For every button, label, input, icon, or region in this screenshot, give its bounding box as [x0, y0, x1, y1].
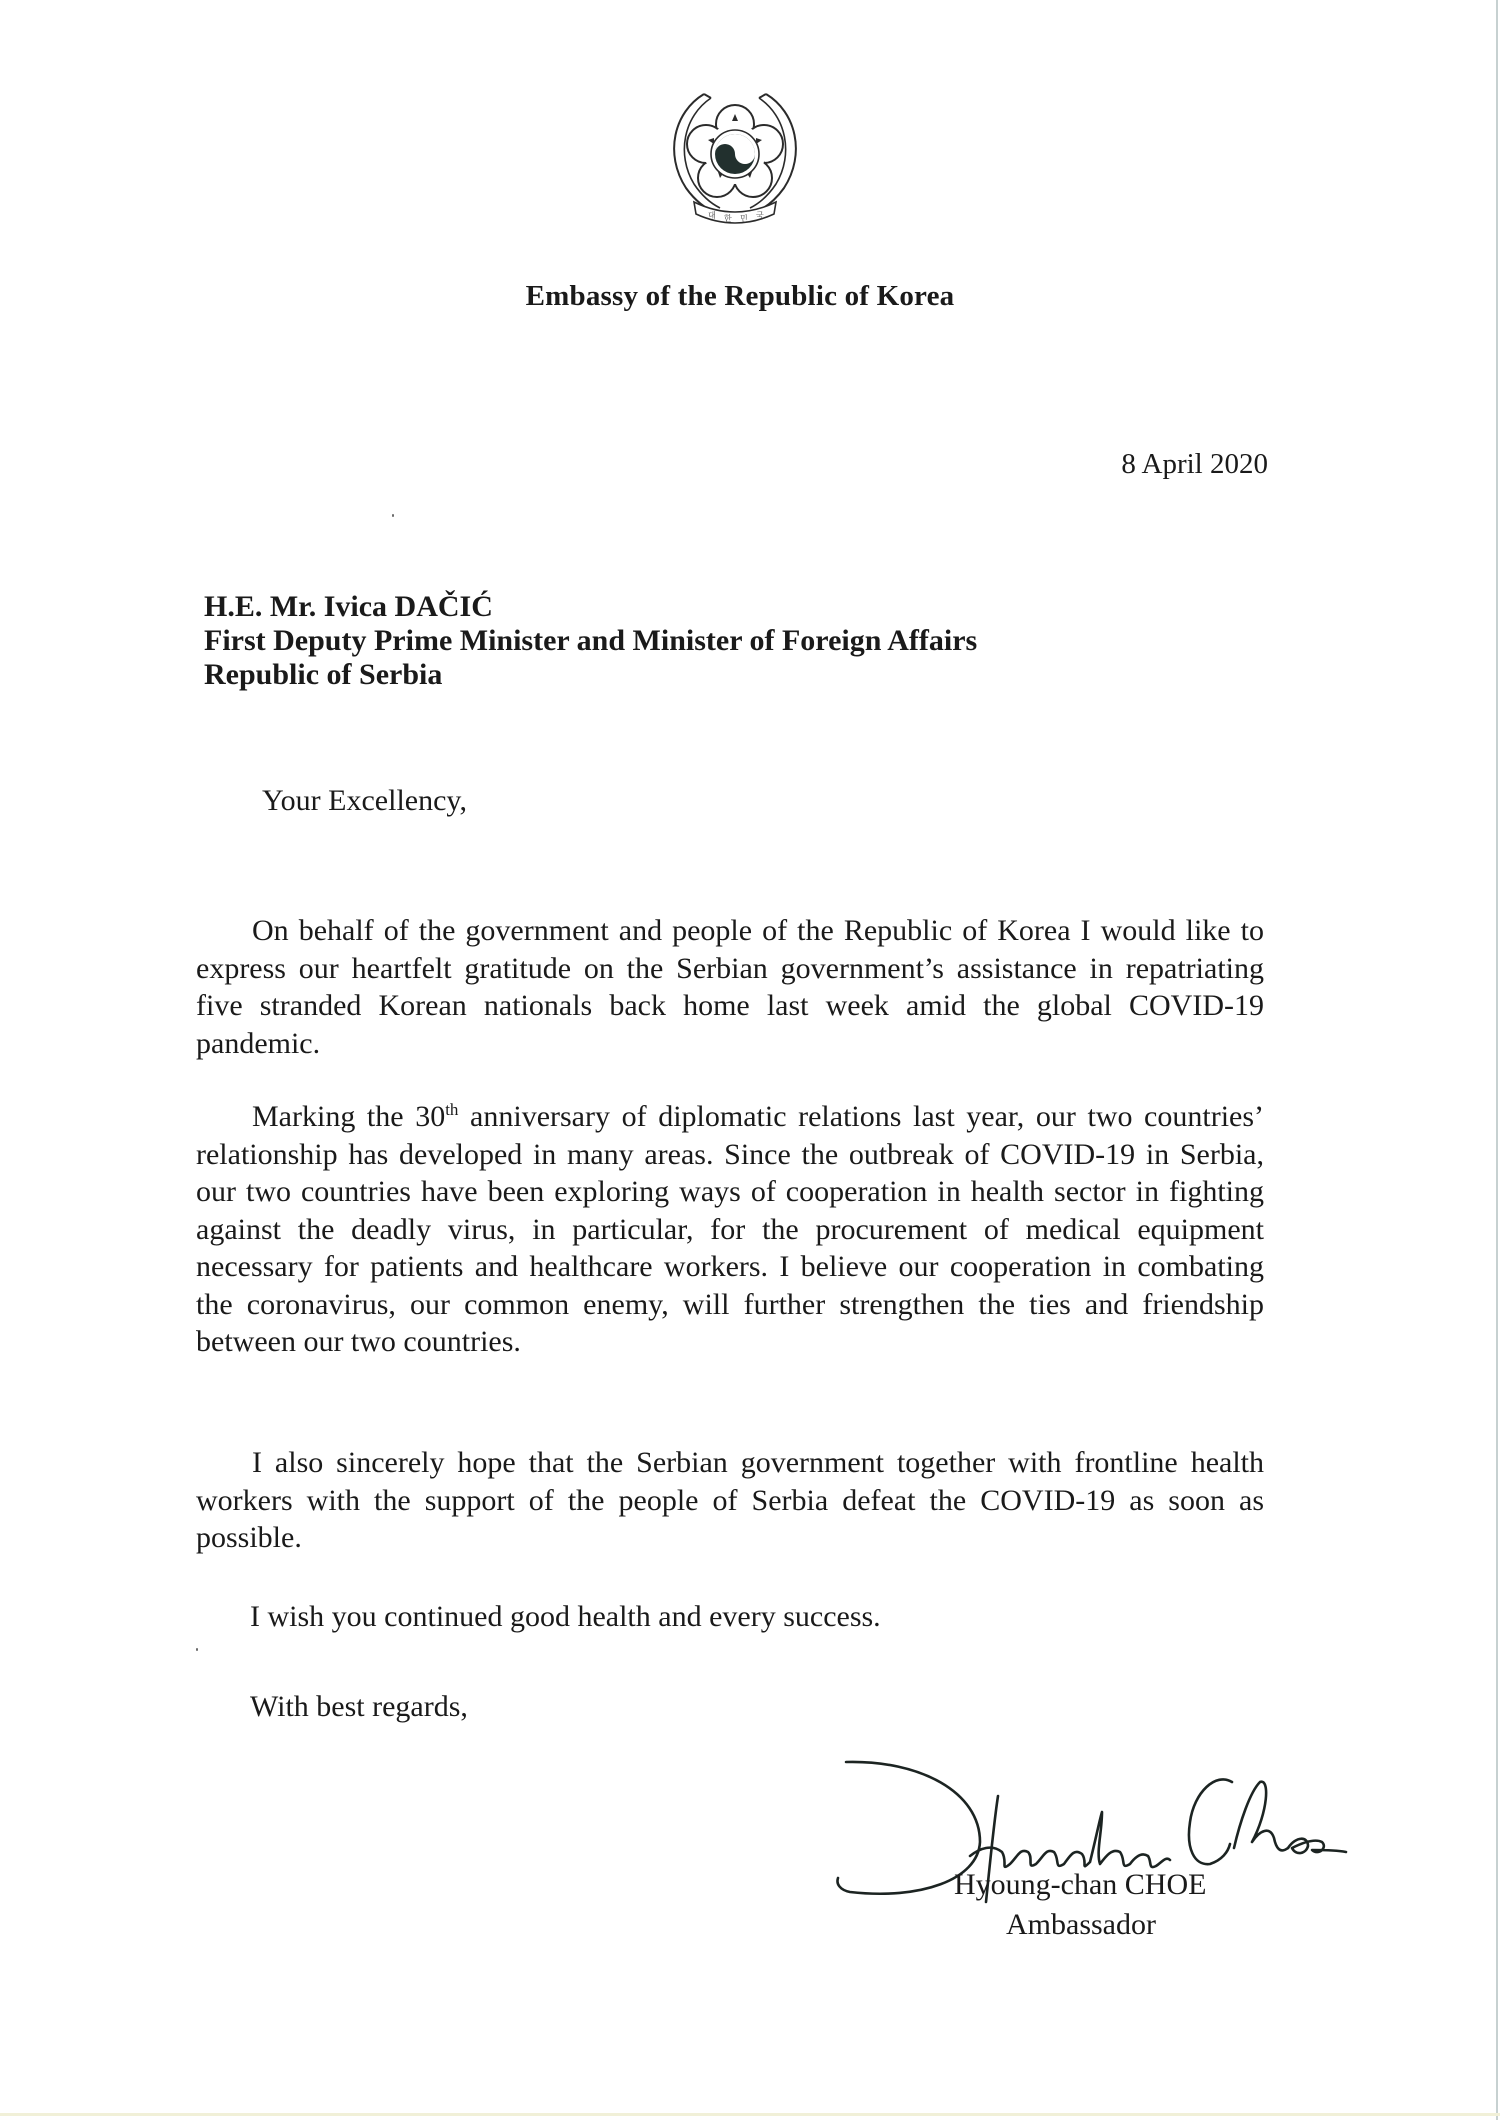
recipient-block	[204, 590, 977, 692]
paragraph-anniversary-rest: anniversary of diplomatic relations last year, our two countries’ relationship has developed in many areas. Since the outbreak of COVID-19 in Serbia, our two countries have been exploring ways of cooperation in health sector in fighting against the deadly virus, in particular, for the procurement of medical equipment necessary for patients and healthcare workers. I believe our cooperation in combating the coronavirus, our common enemy, will further strengthen the ties and friendship between our two countries.	[196, 1100, 1265, 1358]
korean-embassy-emblem-icon	[664, 84, 806, 226]
svg-text:한: 한	[724, 214, 732, 223]
closing-regards: With best regards,	[250, 1690, 468, 1723]
signer-title: Ambassador	[1006, 1908, 1156, 1941]
paragraph-gratitude: On behalf of the government and people of the Republic of Korea I would like to express our heartfelt gratitude on the Serbian government’s assistance in repatriating five stranded Korean nationals back home last week amid the global COVID-19 pandemic.	[196, 914, 1264, 1060]
scan-speck	[392, 514, 394, 517]
svg-text:대: 대	[708, 211, 716, 220]
recipient-name: H.E. Mr. Ivica DAČIĆ	[204, 590, 493, 623]
signer-name: Hyoung-chan CHOE	[954, 1868, 1207, 1901]
scan-speck	[196, 1648, 198, 1651]
svg-text:민: 민	[740, 214, 748, 223]
salutation: Your Excellency,	[262, 784, 467, 817]
paragraph-anniversary	[196, 1098, 1264, 1361]
recipient-position: First Deputy Prime Minister and Minister of Foreign Affairs	[204, 624, 978, 657]
letterhead-title: Embassy of the Republic of Korea	[525, 280, 955, 312]
ordinal-suffix: th	[445, 1100, 459, 1119]
recipient-country: Republic of Serbia	[204, 658, 443, 691]
letter-date: 8 April 2020	[1121, 448, 1268, 480]
closing-wish: I wish you continued good health and every success.	[250, 1600, 881, 1633]
svg-text:국: 국	[756, 211, 764, 220]
paragraph-anniversary-start: Marking the 30	[252, 1100, 446, 1133]
paragraph-hope: I also sincerely hope that the Serbian government together with frontline health workers with the support of the people of Serbia defeat the COVID-19 as soon as possible.	[196, 1446, 1264, 1554]
scan-edge-bottom	[0, 2113, 1500, 2116]
scan-edge-right	[1496, 0, 1498, 2120]
